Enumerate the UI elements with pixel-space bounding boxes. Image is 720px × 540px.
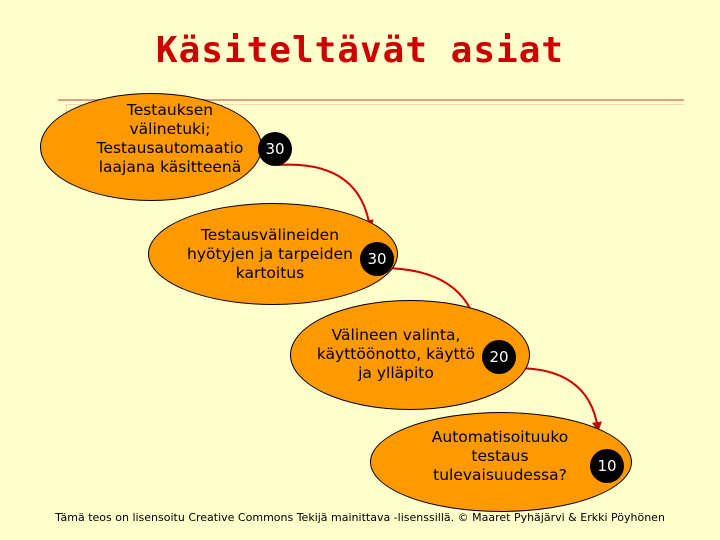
topic-2-line-3: kartoitus bbox=[235, 264, 305, 282]
duration-badge-2: 30 bbox=[360, 242, 394, 276]
topic-2-line-1: Testausvälineiden bbox=[200, 226, 340, 244]
topic-text-2 bbox=[170, 226, 370, 283]
duration-badge-4: 10 bbox=[590, 449, 624, 483]
topic-4-line-3: tulevaisuudessa? bbox=[433, 466, 567, 484]
topic-text-3 bbox=[296, 326, 496, 383]
topic-text-4 bbox=[400, 428, 600, 485]
topic-3-line-2: käyttöönotto, käyttö bbox=[316, 345, 476, 363]
slide-title: Käsiteltävät asiat bbox=[155, 30, 565, 71]
topic-2-line-2: hyötyjen ja tarpeiden bbox=[187, 245, 353, 263]
topic-text-1 bbox=[70, 101, 270, 177]
topic-1-line-1: Testauksen bbox=[126, 101, 214, 119]
topic-3-line-3: ja ylläpito bbox=[358, 364, 434, 382]
topic-3-line-1: Välineen valinta, bbox=[331, 326, 461, 344]
topic-1-line-2: välinetuki; bbox=[129, 120, 211, 138]
topic-4-line-1: Automatisoituuko bbox=[431, 428, 569, 446]
topic-1-line-3: Testausautomaatio bbox=[96, 139, 244, 157]
topic-1-line-4: laajana käsitteenä bbox=[98, 158, 242, 176]
license-footer: Tämä teos on lisensoitu Creative Commons Tekijä mainittava -lisenssillä. © Maaret Pyhäjärvi & Erkki Pöyhönen bbox=[55, 511, 665, 524]
duration-badge-3: 20 bbox=[482, 340, 516, 374]
duration-badge-1: 30 bbox=[258, 132, 292, 166]
topic-4-line-2: testaus bbox=[471, 447, 529, 465]
